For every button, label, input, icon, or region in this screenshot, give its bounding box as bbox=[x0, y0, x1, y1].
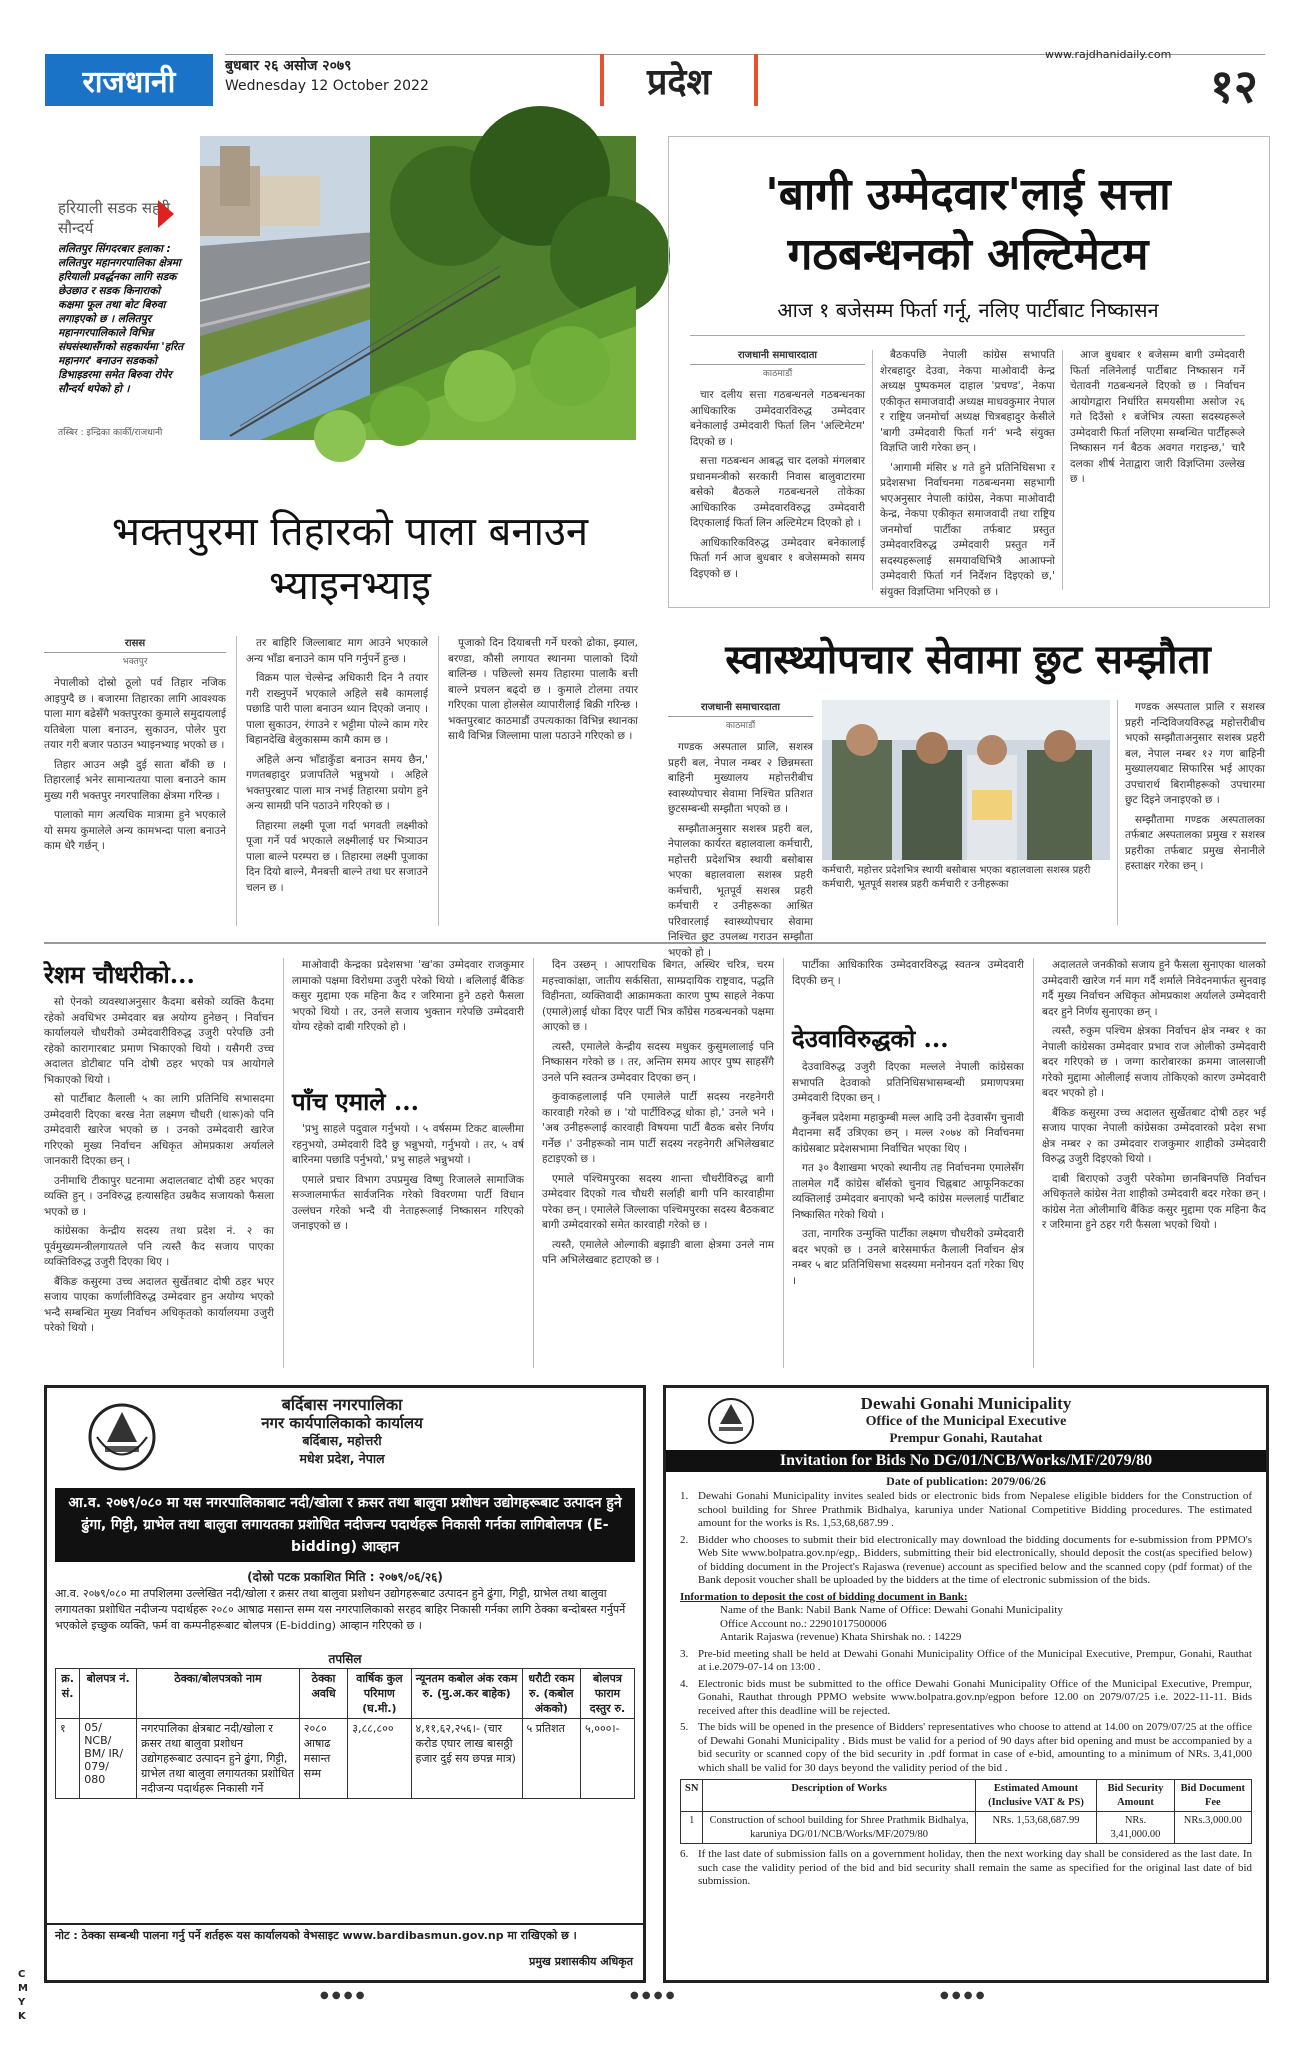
bank-line: Name of the Bank: Nabil Bank Name of Office: Dewahi Gonahi Municipality bbox=[720, 1604, 1063, 1616]
reshma-col-2 bbox=[292, 958, 524, 1078]
table-cell-0: १ bbox=[56, 1719, 80, 1799]
bagi-para: 'आगामी मंसिर ४ गते हुने प्रतिनिधिसभा र प्रदेशसभा निर्वाचनमा गठबन्धनमा सहभागी भएअनुसार नेपाली कांग्रेस, नेकपा माओवादी केन्द्र, नेकपा एकीकृत समाजवादी तथा राष्ट्रिय जनमोर्चा पार्टीका तर्फबाट प्रस्तुत उम्मेदवारविरुद्ध उम्मेदवारी प्रस्तुत गर्ने सदस्यहरूलाई समयावधिभित्रै आआफ्नो उम्मेदवारी फिर्ता गर्न निर्देशन दिइएको छ,' संयुक्त विज्ञप्तिमा भनिएको छ । bbox=[880, 461, 1055, 598]
ad-table-title: तपसिल bbox=[328, 1652, 362, 1666]
deuba-subhead: देउवाविरुद्धको ... bbox=[792, 1024, 949, 1053]
item-number: 4. bbox=[680, 1677, 689, 1690]
registration-dots: ● ● ● ● bbox=[320, 1990, 365, 2001]
right-para: अदालतले जनकीको सजाय हुने फैसला सुनाएका थालको उम्मेदवारी खारेज गर्न माग गर्दै शर्माले निवेदनमार्फत सुनवाइ गर्दै मुख्य निर्वाचन अधिकृत ओमप्रकाश अर्यालले उम्मेदवारी बदर हुने निर्णय सुनाएका छन् । bbox=[1042, 959, 1266, 1018]
health-headline: स्वास्थ्योपचार सेवामा छुट सम्झौता bbox=[725, 636, 1211, 683]
ad-office-name: नगर कार्यपालिकाको कार्यालय bbox=[261, 1414, 423, 1432]
right-para: दाबी बिराएको उजुरी परेकोमा छानबिनपछि निर्वाचन अधिकृतले कांग्रेस नेता शाहीको उम्मेदवारी बदर गरेका छन् । कांग्रेस नेता ओलीमाथि बैंकिङ कसुर मुद्दामा एक महिना कैद र जरिमाना हुने ठहर गरी फैसला भएको थियो । bbox=[1042, 1172, 1266, 1231]
bagi-para: आधिकारिकविरुद्ध उम्मेदवार बनेकालाई फिर्ता गर्न आज बुधबार १ बजेसम्मको समय दिइएको छ । bbox=[690, 536, 865, 580]
agreement-photo bbox=[822, 700, 1110, 860]
table-cell-4: NRs.3,000.00 bbox=[1174, 1812, 1251, 1844]
bagi-para: आज बुधबार १ बजेसम्म बागी उम्मेदवारी फिर्ता नलिनेलाई पार्टीबाट निष्कासन गर्ने चेतावनी गठबन्धनले दिएको छ । निर्वाचन आयोगद्वारा निर्धारित समयसीमा असोज २६ गते दिउँसो १ बजेभित्र त्यस्ता सदस्यहरूले उम्मेदवारी फिर्ता नलिएमा सम्बन्धित पार्टीहरूले निष्कासन गर्न बैठक अवगत गराइन्छ,' चारै दलका शीर्ष नेताद्वारा जारी विज्ञप्तिमा उल्लेख छ । bbox=[1070, 349, 1245, 485]
photo-caption: ललितपुर सिंगदरबार इलाका : ललितपुर महानगरपालिका क्षेत्रमा हरियाली प्रवर्द्धनका लागि सडक छेउछाउ र सडक किनाराको कक्षमा फूल तथा बोट बिरुवा लगाइएको छ । ललितपुर महानगरपालिकाले विभिन्न संघसंस्थासँगको सहकार्यमा 'हरित महानगर' बनाउन सडकको डिभाइडरमा समेत बिरुवा रोपेर सौन्दर्य थपेको हो । bbox=[58, 243, 184, 395]
ad-item: If the last date of submission falls on a government holiday, then the next working day shall be considered as the last date. In such case the validity period of the bid and bid security shall remain the same as specified for the original last date of bid submission. bbox=[698, 1848, 1252, 1887]
date-nepali: बुधबार २६ असोज २०७९ bbox=[225, 58, 352, 74]
panch-para: एमाले प्रचार विभाग उपप्रमुख विष्णु रिजालले सामाजिक सञ्जालमार्फत सार्वजनिक गरेको विवरणमा पार्टी विधान उल्लंघन गरेको भन्दै यी नेताहरूलाई निष्कासन गरिएको जनाइएको छ । bbox=[292, 1173, 524, 1232]
bagi-col-1 bbox=[690, 348, 865, 596]
bagi-headline: 'बागी उम्मेदवार'लाई सत्ता गठबन्धनको अल्टिमेटम bbox=[765, 169, 1171, 280]
nepal-emblem-icon bbox=[87, 1402, 157, 1472]
bagi-para: चार दलीय सत्ता गठबन्धनले गठबन्धनका आधिकारिक उम्मेदवारविरुद्ध उम्मेदवार बनेकालाई उम्मेदवारी फिर्ता लिन 'अल्टिमेटम' दिएको छ । bbox=[690, 389, 865, 448]
table-cell-1: 05/ NCB/ BM/ IR/ 079/ 080 bbox=[80, 1719, 137, 1799]
middle-para: दिन उस्छन् । आपराधिक बिगत, अस्थिर चरित्र, चरम महत्त्वाकांक्षा, जातीय सर्कसिता, साम्प्रदायिक राष्ट्रवाद, पद्धति विहीनता, व्यक्तिवादी आक्रामकता कारण पुष्प साहले नेकपा (एमाले)लाई धोका दिएर पार्टी भित्र काँग्रेस गठबन्धनको पक्षमा आएको छ । bbox=[542, 959, 774, 1033]
reshma-para: उनीमाथि टीकापुर घटनामा अदालतबाट दोषी ठहर भएका व्यक्ति हुन् । उनविरुद्ध हत्यासहित उम्रकैद सजायको फैसला भएको छ । bbox=[44, 1174, 274, 1218]
table-cell-0: 1 bbox=[681, 1812, 703, 1844]
reshma-subhead: रेशम चौधरीको... bbox=[44, 960, 195, 989]
col-divider bbox=[533, 958, 534, 1368]
bhaktapur-col-3 bbox=[448, 636, 638, 926]
reshma-col-1 bbox=[44, 995, 274, 1367]
masthead-date bbox=[225, 56, 455, 106]
ad-title-bar: आ.व. २०७९/०८० मा यस नगरपालिकाबाट नदी/खोला र क्रसर तथा बालुवा प्रशोधन उद्योगहरूबाट उत्पादन हुने ढुंगा, गिट्टी, ग्राभेल तथा बालुवा लगायतका प्रशोधित नदीजन्य पदार्थहरू निकासी गर्नका लागिबोलपत्र (E-bidding) आव्हान bbox=[55, 1488, 635, 1562]
table-cell-3: २०८० आषाढ मसान्त सम्म bbox=[299, 1719, 347, 1799]
col-divider bbox=[1117, 700, 1118, 925]
table-header-cell-6: धरौटी रकम रु. (कबोल अंकको) bbox=[522, 1669, 580, 1719]
bhaktapur-para: अहिले अन्य भाँडाकुँडा बनाउन समय छैन,' गणतबहादुर प्रजापतिले भन्नुभयो । अहिले भक्तपुरबाट पाला मात्र नभई तिहारमा प्रयोग हुने अन्य सामग्री पनि पठाउने गरिएको छ । bbox=[246, 753, 428, 812]
health-photo-caption: कर्मचारी, महोत्तर प्रदेशभित्र स्थायी बसोबास भएका बहालवाला सशस्त्र प्रहरी कर्मचारी, भूतपूर्व सशस्त्र प्रहरी कर्मचारी र उनीहरूका bbox=[822, 865, 1091, 890]
table-cell-3: NRs. 3,41,000.00 bbox=[1097, 1812, 1174, 1844]
health-para: सम्झौतामा गण्डक अस्पतालका तर्फबाट अस्पतालका प्रमुख र सशस्त्र प्रहरीका तर्फबाट प्रमुख सेनानीले हस्ताक्षर गरेका छन् । bbox=[1125, 813, 1265, 872]
panch-subhead: पाँच एमाले ... bbox=[292, 1087, 419, 1116]
table-header-cell-3: ठेक्का अवधि bbox=[299, 1669, 347, 1719]
deuba-intro bbox=[792, 958, 1024, 1018]
bank-line: Antarik Rajaswa (revenue) Khata Shirshak no. : 14229 bbox=[720, 1631, 962, 1643]
ad-date: Date of publication: 2079/06/26 bbox=[886, 1474, 1046, 1488]
paper-logo: राजधानी bbox=[45, 54, 213, 106]
photo-story-label: हरियाली सडक सहरी सौन्दर्य bbox=[58, 199, 170, 237]
bhaktapur-para: तिहारमा लक्ष्मी पूजा गर्दा भगवती लक्ष्मीको पूजा गर्ने पर्व भएकाले लक्ष्मीलाई घर भित्र्याउन पाला बाल्ने परम्परा छ । तिहारमा लक्ष्मी पूजाका दिन दियो बाल्ने, मैनबत्ती बाल्ने तथा घर सजाउने चलन छ । bbox=[246, 819, 428, 894]
reshma-para: बैंकिङ कसुरमा उच्च अदालत सुर्खेतबाट दोषी ठहर भएर सजाय पाएका कर्णालीविरुद्ध उम्मेदवार हुन अयोग्य भएको भन्दै सम्बन्धित मुख्य निर्वाचन अधिकृतको कार्यालयमा उजुरी परेको थियो । bbox=[44, 1275, 274, 1334]
middle-para: कुवाकहलालाई पनि एमालेले पार्टी सदस्य नरहनेगरी कारवाही गरेको छ । 'यो पार्टीविरुद्ध धोका हो,' उनले भने । 'अब उनीहरूलाई कारवाही विषयमा पार्टी बैठक बसेर निर्णय गर्नेछ ।' उनीहरूको नाम पार्टी सदस्य नरहनेगरी अभिलेखबाट हटाइएको छ । bbox=[542, 1091, 774, 1165]
col-divider bbox=[872, 350, 873, 590]
bagi-para: बैठकपछि नेपाली कांग्रेस सभापति शेरबहादुर देउवा, नेकपा माओवादी केन्द्र अध्यक्ष पुष्पकमल दाहाल 'प्रचण्ड', नेकपा एकीकृत समाजवादी अध्यक्ष माधवकुमार नेपाल र राष्ट्रिय जनमोर्चा अध्यक्ष चित्रबहादुर केसीले 'बागी उम्मेदवारी फिर्ता गर्न' भन्दै संयुक्त विज्ञप्ति जारी गरेका छन् । bbox=[880, 349, 1055, 454]
ad-org-name: Dewahi Gonahi Municipality bbox=[860, 1394, 1072, 1413]
right-para: त्यस्तै, रुकुम पश्चिम क्षेत्रका निर्वाचन क्षेत्र नम्बर १ का नेपाली कांग्रेसका उम्मेदवार प्रभाव राज ओलीको उम्मेदवारी बदर गरिएको छ । जग्गा कारोबारका क्रममा जालसाजी गरेको मुद्दामा ओलीलाई सजाय तोकिएको कारण उम्मेदवारी बदर भएको हो । bbox=[1042, 1025, 1266, 1099]
middle-para: त्यस्तै, एमालेले केन्द्रीय सदस्य मधुकर कुसुमलालाई पनि निष्कासन गरेको छ । तर, अन्तिम समय आएर पुष्प साहसँगै उनले पनि स्वतन्त्र उम्मेदवार दिएका छन् । bbox=[542, 1040, 774, 1084]
date-english: Wednesday 12 October 2022 bbox=[225, 78, 429, 94]
health-para: गण्डक अस्पताल प्रालि, सशस्त्र प्रहरी बल, नेपाल नम्बर २ छिन्नमस्ता बाहिनी मुख्यालय महोत्तरीबीच स्वास्थ्योपचार सेवामा निश्चित प्रतिशत छुटसम्बन्धी सम्झौता भएको छ । bbox=[668, 741, 813, 815]
website-url[interactable]: www.rajdhanidaily.com bbox=[1045, 48, 1172, 61]
col-divider bbox=[438, 636, 439, 926]
bhaktapur-col-2 bbox=[246, 636, 428, 926]
ad-note-rule bbox=[47, 1923, 643, 1925]
ad-item: Bidder who chooses to submit their bid electronically may download the bidding documents for e-submission from PPMO's Web Site www.bolpatra.gov.np/egp,. Bidders, submitting their bid electronically, should deposit the cost(as specified below) of bidding document in the Project's Rajaswa (revenue) account as specified below and the scanned copy (pdf format) of the Bank deposit voucher shall be uploaded by the bidders at the time of electronic submission of the bids. bbox=[698, 1533, 1252, 1586]
ad-item: Pre-bid meeting shall be held at Dewahi Gonahi Municipality Office of the Municipal Executive, Prempur, Gonahi, Rauthat at i.e.2079-07-14 on 13:00 . bbox=[698, 1647, 1252, 1673]
bank-line: Office Account no.: 22901017500006 bbox=[720, 1617, 887, 1630]
bagi-byline: राजधानी समाचारदाता bbox=[690, 348, 865, 365]
col-divider bbox=[283, 958, 284, 1368]
bhaktapur-para: तिहार आउन अझै दुई साता बाँकी छ । तिहारलाई भनेर सामान्यतया पाला बनाउने काम मुख्य गरी भक्तपुर नगरपालिका क्षेत्रमा गरिन्छ । bbox=[44, 758, 226, 802]
masthead bbox=[45, 48, 1265, 114]
nepal-emblem-icon bbox=[706, 1396, 756, 1446]
health-col-3 bbox=[1125, 700, 1265, 925]
table-header-cell-0: SN bbox=[681, 1780, 703, 1812]
street-greenery-photo bbox=[200, 136, 636, 440]
dewahi-bid-table bbox=[680, 1779, 1252, 1844]
health-para: गण्डक अस्पताल प्रालि र सशस्त्र प्रहरी नन्दिविजयविरुद्ध महोत्तरीबीच भएको सम्झौताअनुसार सशस्त्र प्रहरी बल, नेपाल नम्बर १२ गण बाहिनी मुख्यालयबाट सिफारिस भई आएका उपचारार्थ बिरामीहरूको उपचारमा छुट दिइने जनाइएको छ । bbox=[1125, 701, 1265, 806]
bhaktapur-headline: भक्तपुरमा तिहारको पाला बनाउन भ्याइनभ्याइ bbox=[111, 509, 589, 609]
ad-publish-date: (दोस्रो पटक प्रकाशित मिति : २०७९/०६/२६) bbox=[247, 1570, 443, 1584]
deuba-para: पार्टीका आधिकारिक उम्मेदवारविरुद्ध स्वतन्त्र उम्मेदवारी दिएकी छन् । bbox=[792, 959, 1024, 987]
panch-para: 'प्रभु साहले पदुवाल गर्नुभयो । ५ वर्षसम्म टिकट बाल्लीमा रहनुभयो, उम्मेदवारी दिदै छु भन्नुभयो, गर्नुभयो । तर, ५ वर्ष बारिनमा पछाडि पर्नुभयो,' प्रभु साहले भन्नुभयो । bbox=[292, 1123, 524, 1166]
table-row bbox=[681, 1812, 1252, 1844]
dewahi-tender-ad bbox=[663, 1385, 1269, 1983]
ad-item: Dewahi Gonahi Municipality invites sealed bids or electronic bids from Nepalese eligible bidders for the Construction of school building for Shree Prathmik Bidhalya, karuniya under National Competitive Bidding procedures. The estimated amount for the works is Rs. 1,53,68,687.99 . bbox=[698, 1490, 1252, 1529]
middle-col bbox=[542, 958, 774, 1368]
bardibas-bid-table bbox=[55, 1668, 635, 1799]
bardibas-table-wrap bbox=[55, 1668, 635, 1799]
table-cell-4: ३,८८,८०० bbox=[348, 1719, 411, 1799]
item-number: 2. bbox=[680, 1533, 689, 1546]
bhaktapur-byline: रासस bbox=[44, 636, 226, 653]
col-divider bbox=[236, 636, 237, 926]
health-col-1 bbox=[668, 700, 813, 959]
health-para: सम्झौताअनुसार सशस्त्र प्रहरी बल, नेपालका कार्यरत बहालवाला कर्मचारी, महोत्तरी प्रदेशभित्र स्थायी बसोबास भएका बहालवाला सशस्त्र प्रहरी कर्मचारी, भूतपूर्व सशस्त्र प्रहरी कर्मचारी र उनीहरूका आश्रित परिवारलाई स्वास्थ्योपचार सेवामा निश्चित छुट उपलब्ध गराउन सम्झौता भएको हो । bbox=[668, 822, 813, 959]
bagi-subheadline: आज १ बजेसम्म फिर्ता गर्नू, नलिए पार्टीबाट निष्कासन bbox=[777, 298, 1159, 322]
panch-para: माओवादी केन्द्रका प्रदेशसभा 'ख'का उम्मेदवार राजकुमार लामाको पक्षमा विरोधमा उजुरी परेको थियो । बलिलाई बैंकिङ कसुर मुद्दामा एक महिना कैद र जरिमाना हुने ठहरो फैसला भएको थियो । तर, उनले सजाय भुक्तान गरेपछि उम्मेदवारी योग्य रहेको दाबी गरिएको हो । bbox=[292, 959, 524, 1033]
health-byline: राजधानी समाचारदाता bbox=[668, 700, 813, 717]
middle-para: त्यस्तै, एमालेले ओल्गाकी बझाङी बाला क्षेत्रमा उनले नाम पनि अभिलेखबाट हटाएको छ । bbox=[542, 1238, 774, 1266]
col-divider bbox=[1062, 350, 1063, 590]
ad-signature: प्रमुख प्रशासकीय अधिकृत bbox=[529, 1955, 633, 1968]
bagi-rule bbox=[690, 335, 1245, 336]
photo-credit: तस्बिर : इन्द्रिका कार्की/राजधानी bbox=[58, 428, 163, 438]
item-number: 5. bbox=[680, 1721, 689, 1733]
section-name: प्रदेश bbox=[600, 54, 758, 106]
deuba-para: उता, नागरिक उन्मुक्ति पार्टीका लक्ष्मण चौधरीको उम्मेदवारी बदर भएको छ । उनले बारेसमार्फत कैलाली निर्वाचन क्षेत्र नम्बर ५ बाट प्रतिनिधिसभा सदस्यमा मनोनयन दर्ता गरेका थिए । bbox=[792, 1228, 1024, 1287]
table-header-cell-1: Description of Works bbox=[703, 1780, 975, 1812]
ad-item: Electronic bids must be submitted to the office Dewahi Gonahi Municipality Office of the Municipal Executive, Prempur, Gonahi, Rauthat through PPMO website www.bolpatra.gov.np/egpon before 12.00 on 2079/07/25 i.e. 2022-11-11. Bids received after this deadline will be rejected. bbox=[698, 1677, 1252, 1717]
ad-body bbox=[680, 1490, 1252, 1889]
table-cell-2: NRs. 1,53,68,687.99 bbox=[975, 1812, 1097, 1844]
table-row bbox=[56, 1719, 635, 1799]
ad-province: मधेश प्रदेश, नेपाल bbox=[299, 1451, 385, 1466]
table-cell-5: ४,११,६२,२५६।- (चार करोड एघार लाख बासठ्ठी हजार दुई सय छपन्न मात्र) bbox=[411, 1719, 522, 1799]
bhaktapur-para: पालाको माग अत्यधिक मात्रामा हुने भएकाले यो समय कुमालेले अन्य कामभन्दा पाला बनाउने काम धेरै गर्छन् । bbox=[44, 809, 226, 852]
table-cell-1: Construction of school building for Shree Prathmik Bidhalya, karuniya DG/01/NCB/Works/MF/2079/80 bbox=[703, 1812, 975, 1844]
table-header-cell-2: Estimated Amount (Inclusive VAT & PS) bbox=[975, 1780, 1097, 1812]
item-number: 6. bbox=[680, 1848, 689, 1860]
deuba-para: कुर्नेबल प्रदेशमा महाकुम्बी मल्ल आदि उनी देउवासँग चुनावी मैदानमा सर्दै उत्रिएका छन् । मल्ल २०७४ को निर्वाचनमा कांग्रेसबाट प्रदेशसभामा निर्वाचित भएका थिए । bbox=[792, 1111, 1024, 1155]
cmyk-print-mark bbox=[18, 1968, 32, 2024]
registration-dots: ● ● ● ● bbox=[940, 1990, 985, 2001]
bagi-col-3 bbox=[1070, 348, 1245, 596]
table-header-cell-2: ठेक्का/बोलपत्रको नाम bbox=[137, 1669, 300, 1719]
reshma-para: कांग्रेसका केन्द्रीय सदस्य तथा प्रदेश नं. २ का पूर्वमुख्यमन्त्रीलगायतले पनि त्यस्तै कैद सजाय पाएका व्यक्तिविरुद्ध उजुरी दिएका थिए । bbox=[44, 1225, 274, 1268]
reshma-para: सो पार्टीबाट कैलाली ५ का लागि प्रतिनिधि सभासदमा उम्मेदवारी दिएका बरख नेता लक्ष्मण चौधरी (थारू)को पनि उम्मेदवारी खारेज भएको छ । उनको उम्मेदवारी खारेज गरिएको मुख्य निर्वाचन अधिकृत ओमप्रकाश अर्यालले जानकारी दिएका छन् । bbox=[44, 1093, 274, 1167]
ad-org-name: बर्दिबास नगरपालिका bbox=[281, 1395, 403, 1414]
ad-item: The bids will be opened in the presence of Bidders' representatives who choose to attend at 14.00 on 2079/07/25 at the office of Dewahi Gonahi Municipality . Bids must be valid for a period of 90 days after bid opening and must be accompanied by a bid security or scanned copy of the bid security in .pdf format in case of e-bid, amounting to a minimum of NRs. 3,41,000 which shall be valid for 30 days beyond the validity period of the bid . bbox=[698, 1721, 1252, 1774]
middle-para: एमाले पश्चिमपुरका सदस्य शान्ता चौधरीविरुद्ध बागी उम्मेदवार दिएको गत्व चौधरी सर्लाही बागी पनि कारवाहीमा परेका छन् । एमालेले जिल्लाका पश्चिमपुरका सदस्य बैठकबाट बागी उम्मेदवारको समेत कारवाही गरेको छ । bbox=[542, 1172, 774, 1231]
item-number: 3. bbox=[680, 1647, 689, 1660]
table-header-cell-3: Bid Security Amount bbox=[1097, 1780, 1174, 1812]
reshma-para: सो ऐनको व्यवस्थाअनुसार कैदमा बसेको व्यक्ति कैदमा रहेको अवधिभर उम्मेदवार बन्न अयोग्य हुनेछन् । निर्वाचन कार्यालयले चौधरीको उम्मेदवारीविरुद्ध उजुरी परेपछि उनी रहेको कारागारबाट प्रमाण भिकाएको थियो । यसैगरी उच्च अदालत डोटीबाट पनि दोषी ठहर भएको पत्र आयोगले भिकाएको थियो । bbox=[44, 996, 274, 1086]
table-header-cell-7: बोलपत्र फाराम दस्तुर रु. bbox=[581, 1669, 635, 1719]
bhaktapur-para: पूजाको दिन दियाबत्ती गर्ने घरको ढोका, झ्याल, बरण्डा, कौसी लगायत स्थानमा पालाको दियो बालिन्छ । पछिल्लो समय तिहारमा पालाकै बत्ती बाल्ने प्रचलन बढ्दो छ । कुमाले टोलमा तयार गरिएका पाला होलसेल व्यापारीलाई बिक्री गरिन्छ । भक्तपुरबाट काठमाडौं उपत्यकाका विभिन्न स्थानका साथै विभिन्न जिल्लामा पाला पठाउने गरिएको छ । bbox=[448, 637, 638, 742]
table-cell-2: नगरपालिका क्षेत्रबाट नदी/खोला र क्रसर तथा बालुवा प्रशोधन उद्योगहरूबाट उत्पादन हुने ढुंगा, गिट्टी, ग्राभेल तथा बालुवा लगायतका प्रशोधित नदीजन्य पदार्थहरू निकासी गर्ने bbox=[137, 1719, 300, 1799]
bhaktapur-para: तर बाहिरि जिल्लाबाट माग आउने भएकाले अन्य भाँडा बनाउने काम पनि गर्नुपर्ने हुन्छ । bbox=[246, 637, 428, 665]
table-header-cell-0: क्र. सं. bbox=[56, 1669, 80, 1719]
ad-title-bar: Invitation for Bids No DG/01/NCB/Works/MF/2079/80 bbox=[666, 1450, 1266, 1472]
deuba-para: गत ३० वैशाखमा भएको स्थानीय तह निर्वाचनमा एमालेसँग तालमेल गर्दै कांग्रेस बाँर्सको चुनाव चिह्नबाट आफूनिकटका व्यक्तिलाई उम्मेदवार बनाएको भन्दै कांग्रेस मल्ललाई पार्टीबाट निष्कासित गरेको थियो । bbox=[792, 1162, 1024, 1221]
bank-heading: Information to deposit the cost of bidding document in Bank: bbox=[680, 1590, 968, 1603]
bagi-para: सत्ता गठबन्धन आबद्ध चार दलको मंगलबार प्रधानमन्त्रीको सरकारी निवास बालुवाटारमा बसेको बैठकले गठबन्धनले तोकेका आधिकारिक उम्मेदवारविरुद्ध उम्मेदवारी दिएकालाई फिर्ता लिन अल्टिमेटम दिएको हो । bbox=[690, 455, 865, 529]
bhaktapur-para: नेपालीको दोस्रो ठूलो पर्व तिहार नजिक आइपुग्दै छ । बजारमा तिहारका लागि आवश्यक पाला माग बढेसँगै भक्तपुरका कुमाले समुदायलाई यतिबेला पाला बनाउन, सुकाउन, पोलेर पुरा तयार गरी बजार पठाउन भ्याइनभ्याइ भएको छ । bbox=[44, 677, 227, 751]
ad-place: Prempur Gonahi, Rautahat bbox=[889, 1430, 1043, 1445]
bardibas-tender-ad bbox=[44, 1385, 646, 1983]
section-rule bbox=[44, 942, 1266, 944]
table-cell-6: ५ प्रतिशत bbox=[522, 1719, 580, 1799]
bagi-byline-place: काठमाडौं bbox=[762, 368, 793, 379]
page-number: १२ bbox=[1210, 59, 1258, 113]
bhaktapur-col-1 bbox=[44, 636, 226, 926]
table-header-cell-4: Bid Document Fee bbox=[1174, 1780, 1251, 1812]
registration-dots: ● ● ● ● bbox=[630, 1990, 675, 2001]
item-number: 1. bbox=[680, 1490, 689, 1502]
ad-body: आ.व. २०७९/०८० मा तपशिलमा उल्लेखित नदी/खोला र क्रसर तथा बालुवा प्रशोधन उद्योगहरूबाट उत्पादन हुने ढुंगा, गिट्टी, ग्राभेल तथा बालुवा लगायतका प्रशोधित नदीजन्य पदार्थहरू २०८० आषाढ मसान्त सम्म यस नगरपालिकाको सरहद बाहिर निकासी गर्नका लागि ठेक्का बन्दोबस्त गर्नुपर्ने भएकोले इच्छुक व्यक्ति, फर्म वा कम्पनीहरूबाट बोलपत्र (E-bidding) आव्हान गरिएको छ । bbox=[55, 1587, 626, 1632]
panch-col bbox=[292, 1122, 524, 1368]
col-divider bbox=[783, 958, 784, 1368]
table-header-cell-5: न्यूनतम कबोल अंक रकम रु. (मु.अ.कर बाहेक) bbox=[411, 1669, 522, 1719]
ad-office-name: Office of the Municipal Executive bbox=[865, 1414, 1067, 1429]
table-header-row bbox=[681, 1780, 1252, 1812]
table-header-row bbox=[56, 1669, 635, 1719]
health-byline-place: काठमाडौं bbox=[725, 720, 756, 731]
ad-place: बर्दिबास, महोत्तरी bbox=[302, 1433, 382, 1448]
red-arrow-icon bbox=[158, 200, 174, 228]
ad-note: नोट : ठेक्का सम्बन्धी पालना गर्नु पर्ने शर्तहरू यस कार्यालयको वेभसाइट www.bardibasmun.gov.np मा राखिएको छ । bbox=[55, 1929, 577, 1942]
col-divider bbox=[1033, 958, 1034, 1368]
deuba-col bbox=[792, 1060, 1024, 1368]
bhaktapur-para: विक्रम पाल चेल्सेन्द्र अधिकारी दिन नै तयार गरी राख्नुपर्ने भएकाले अहिले सबै कामलाई पछाडि पारी पाला बनाउन ध्यान दिएको जनाए । पाला सुकाउन, रंगाउने र भट्टीमा पोल्ने काम गरेर बिहानदेखि बेलुकासम्म कामै काम छ । bbox=[246, 672, 428, 746]
table-header-cell-1: बोलपत्र नं. bbox=[80, 1669, 137, 1719]
right-para: बैंकिङ कसुरमा उच्च अदालत सुर्खेतबाट दोषी ठहर भई सजाय पाएका नेपाली कांग्रेसका उम्मेदवारको प्रदेश सभा क्षेत्र नम्बर २ का उम्मेदवार राजकुमार शाहीको उम्मेदवारी विरुद्ध उजुरी दिइएको थियो । bbox=[1042, 1106, 1266, 1165]
table-header-cell-4: वार्षिक कुल परिमाण (घ.मी.) bbox=[348, 1669, 411, 1719]
right-col bbox=[1042, 958, 1266, 1368]
bagi-col-2 bbox=[880, 348, 1055, 596]
cmyk-label: CMYK bbox=[18, 1969, 28, 2022]
table-cell-7: ५,०००।- bbox=[581, 1719, 635, 1799]
deuba-para: देउवाविरुद्ध उजुरी दिएका मल्लले नेपाली कांग्रेसका सभापति देउवाको प्रतिनिधिसभासम्बन्धी प्रमाणपत्रमा उम्मेदवारी दिएका छन् । bbox=[792, 1061, 1024, 1104]
bhaktapur-byline-place: भक्तपुर bbox=[122, 656, 148, 667]
